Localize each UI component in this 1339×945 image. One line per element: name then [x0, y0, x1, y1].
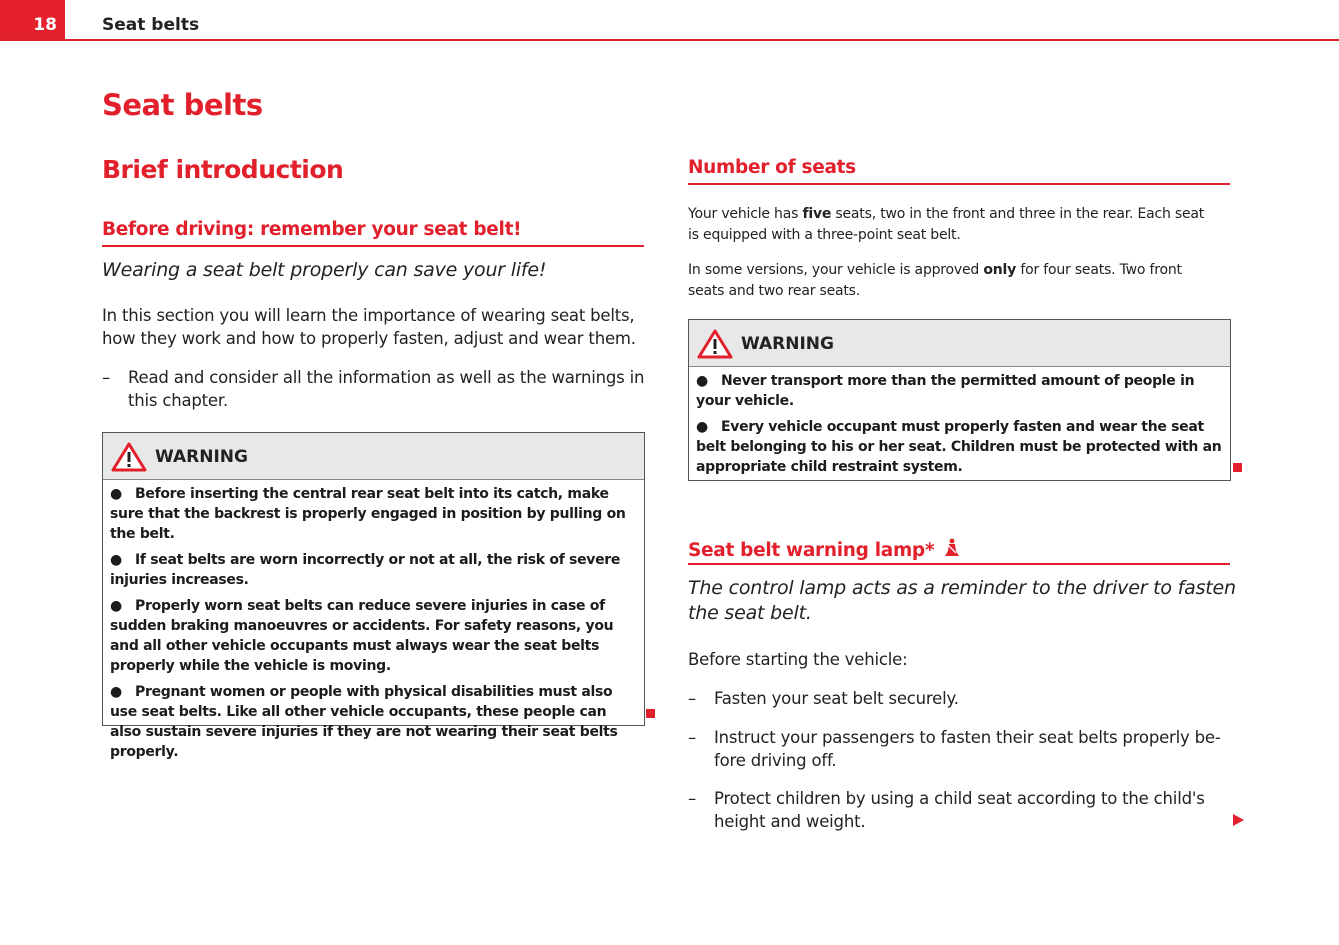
dash-bullet: –: [688, 789, 697, 808]
intro-line-1: In this section you will learn the importance of wearing seat belts,: [102, 306, 635, 325]
seats-paragraph-1: [688, 204, 1233, 246]
subsection-rule: [688, 563, 1230, 565]
dash-bullet: –: [102, 368, 111, 387]
warning-header: [103, 433, 644, 480]
bullet: ●: [110, 552, 122, 568]
warning-item-text: Before inserting the central rear seat belt into its catch, make sure that the backrest is properly engaged in position by pulling on the belt.: [110, 486, 626, 542]
bullet: ●: [110, 486, 122, 502]
before-starting-text: Before starting the vehicle:: [688, 650, 908, 669]
seat-belt-lamp-icon: [944, 538, 960, 558]
lead-line: the seat belt.: [688, 602, 812, 624]
warning-item: [110, 484, 637, 544]
list-item-line: height and weight.: [714, 812, 866, 831]
list-item-line: this chapter.: [128, 391, 229, 410]
warning-item: [110, 596, 637, 676]
intro-line-2: how they work and how to properly fasten, adjust and wear them.: [102, 329, 636, 348]
warning-item-text: If seat belts are worn incorrectly or not at all, the risk of severe injuries increases.: [110, 552, 621, 588]
warning-box: [688, 319, 1231, 481]
section-end-mark: [1233, 463, 1242, 472]
list-item-line: Fasten your seat belt securely.: [714, 689, 959, 708]
subsection-rule: [688, 183, 1230, 185]
text-run: Your vehicle has: [688, 206, 803, 222]
warning-header: [689, 320, 1230, 367]
warning-triangle-icon: [697, 329, 733, 359]
text-run: for four seats. Two front: [1016, 262, 1182, 278]
list-item-line: fore driving off.: [714, 751, 837, 770]
section-end-mark: [646, 709, 655, 718]
subsection-title-number-of-seats: Number of seats: [688, 157, 856, 178]
text-run: seats and two rear seats.: [688, 283, 861, 299]
lamp-title-text: Seat belt warning lamp*: [688, 540, 935, 561]
bullet: ●: [696, 419, 708, 435]
warning-item: [110, 550, 637, 590]
seats-paragraph-2: [688, 260, 1233, 302]
running-header-title: Seat belts: [102, 15, 200, 35]
text-run: is equipped with a three-point seat belt.: [688, 227, 961, 243]
warning-item: [696, 371, 1223, 411]
warning-item-text: Never transport more than the permitted amount of people in your vehicle.: [696, 373, 1195, 409]
warning-box: [102, 432, 645, 760]
subsection-title-seat-belt-warning-lamp: [688, 538, 960, 561]
page-number: 18: [33, 15, 57, 35]
list-item-line: Read and consider all the information as well as the warnings in: [128, 368, 645, 387]
list-item: [688, 726, 1233, 772]
list-item-line: Instruct your passengers to fasten their seat belts properly be-: [714, 728, 1221, 747]
subsection-rule: [102, 245, 644, 247]
bullet: ●: [110, 598, 122, 614]
continue-arrow-icon: [1233, 814, 1244, 826]
list-item: [688, 787, 1233, 833]
intro-paragraph: [102, 304, 636, 350]
warning-item-text: Every vehicle occupant must properly fasten and wear the seat belt belonging to his or her seat. Children must be protected with an appropriate child restraint system.: [696, 419, 1222, 475]
warning-body: [103, 480, 644, 762]
warning-body: [689, 367, 1230, 477]
warning-triangle-icon: [111, 442, 147, 472]
bullet: ●: [696, 373, 708, 389]
emphasis-only: only: [983, 262, 1017, 278]
section-title-brief-introduction: Brief introduction: [102, 155, 344, 184]
bullet: ●: [110, 684, 122, 700]
header-rule: [0, 39, 1339, 41]
chapter-title: Seat belts: [102, 88, 263, 122]
list-item: [688, 687, 1233, 710]
emphasis-five: five: [802, 206, 832, 222]
list-item: [102, 366, 647, 412]
lead-line: The control lamp acts as a reminder to the driver to fasten: [688, 577, 1236, 599]
text-run: seats, two in the front and three in the rear. Each seat: [831, 206, 1205, 222]
warning-title: WARNING: [741, 334, 834, 354]
dash-bullet: –: [688, 689, 697, 708]
dash-bullet: –: [688, 728, 697, 747]
page-number-box: [0, 0, 65, 40]
warning-item: [110, 682, 637, 762]
warning-item-text: Pregnant women or people with physical disabilities must also use seat belts. Like all other vehicle occupants, these people can also sustain severe injuries if they are not wearing their seat belts properly.: [110, 684, 618, 760]
warning-title: WARNING: [155, 447, 248, 467]
warning-item: [696, 417, 1223, 477]
text-run: In some versions, your vehicle is approved: [688, 262, 984, 278]
lead-text: Wearing a seat belt properly can save your life!: [102, 259, 547, 281]
list-item-line: Protect children by using a child seat according to the child's: [714, 789, 1205, 808]
lamp-lead-text: [688, 576, 1236, 626]
subsection-title-before-driving: Before driving: remember your seat belt!: [102, 219, 522, 240]
warning-item-text: Properly worn seat belts can reduce severe injuries in case of sudden braking manoeuvres or accidents. For safety reasons, you and all other vehicle occupants must always wear the seat belts properly while the vehicle is moving.: [110, 598, 614, 674]
